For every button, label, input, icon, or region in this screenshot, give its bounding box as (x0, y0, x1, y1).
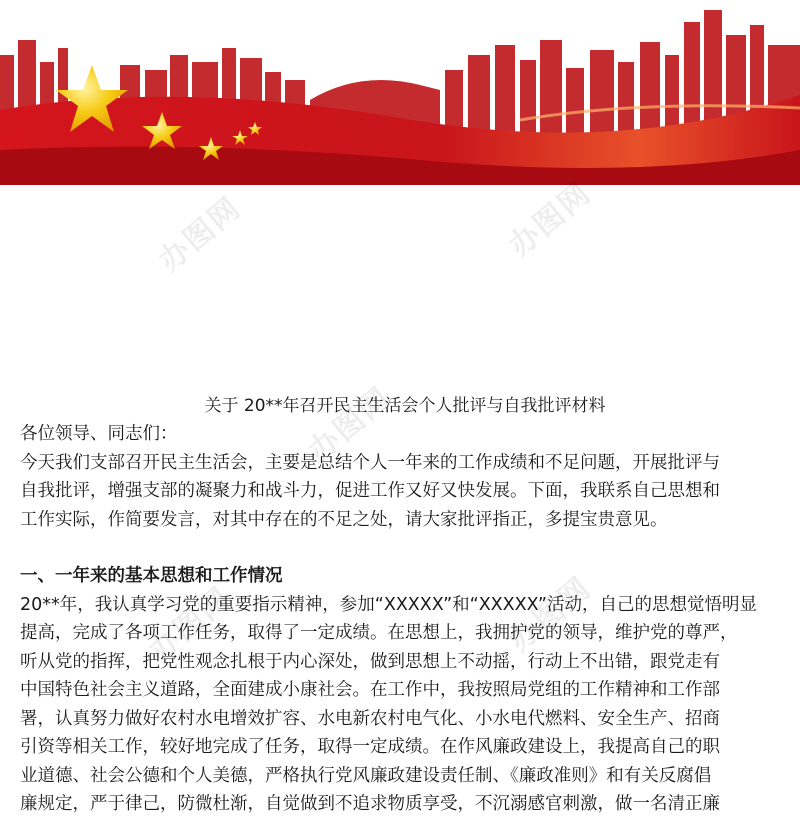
watermark: 办图网 (502, 175, 599, 264)
section-line: 中国特色社会主义道路，全面建成小康社会。在工作中，我按照局党组的工作精神和工作部 (20, 680, 720, 700)
watermark: 办图网 (502, 570, 599, 659)
watermark: 办图网 (302, 380, 399, 469)
section-line: 20**年，我认真学习党的重要指示精神，参加“XXXXX”和“XXXXX”活动，自己的思想觉悟明显 (20, 594, 757, 615)
header-banner (0, 0, 800, 185)
watermark: 办图网 (152, 190, 249, 279)
section-line: 业道德、社会公德和个人美德，严格执行党风廉政建设责任制、《廉政准则》和有关反腐倡 (20, 765, 712, 786)
section-line: 廉规定，严于律己，防微杜渐，自觉做到不追求物质享受，不沉溺感官刺激，做一名清正廉 (20, 794, 720, 814)
city-skyline-banner (0, 0, 800, 185)
section-line: 引资等相关工作，较好地完成了任务，取得一定成绩。在作风廉政建设上，我提高自己的职 (20, 737, 720, 757)
section-heading: 一、一年来的基本思想和工作情况 (20, 566, 283, 586)
intro-line: 今天我们支部召开民主生活会，主要是总结个人一年来的工作成绩和不足问题，开展批评与 (20, 452, 720, 473)
document-body (20, 392, 790, 819)
watermark: 办图网 (142, 580, 239, 669)
section-line: 提高，完成了各项工作任务，取得了一定成绩。在思想上，我拥护党的领导，维护党的尊严， (20, 623, 738, 643)
salutation: 各位领导、同志们： (20, 424, 178, 444)
section-line: 听从党的指挥，把党性观念扎根于内心深处，做到思想上不动摇，行动上不出错，跟党走有 (20, 651, 720, 672)
intro-line: 工作实际，作简要发言，对其中存在的不足之处，请大家批评指正，多提宝贵意见。 (20, 509, 668, 530)
document-title: 关于 20**年召开民主生活会个人批评与自我批评材料 (204, 396, 606, 416)
paragraph-gap (20, 534, 790, 562)
intro-line: 自我批评，增强支部的凝聚力和战斗力，促进工作又好又快发展。下面，我联系自己思想和 (20, 481, 720, 501)
section-line: 署，认真努力做好农村水电增效扩容、水电新农村电气化、小水电代燃料、安全生产、招商 (20, 708, 720, 729)
